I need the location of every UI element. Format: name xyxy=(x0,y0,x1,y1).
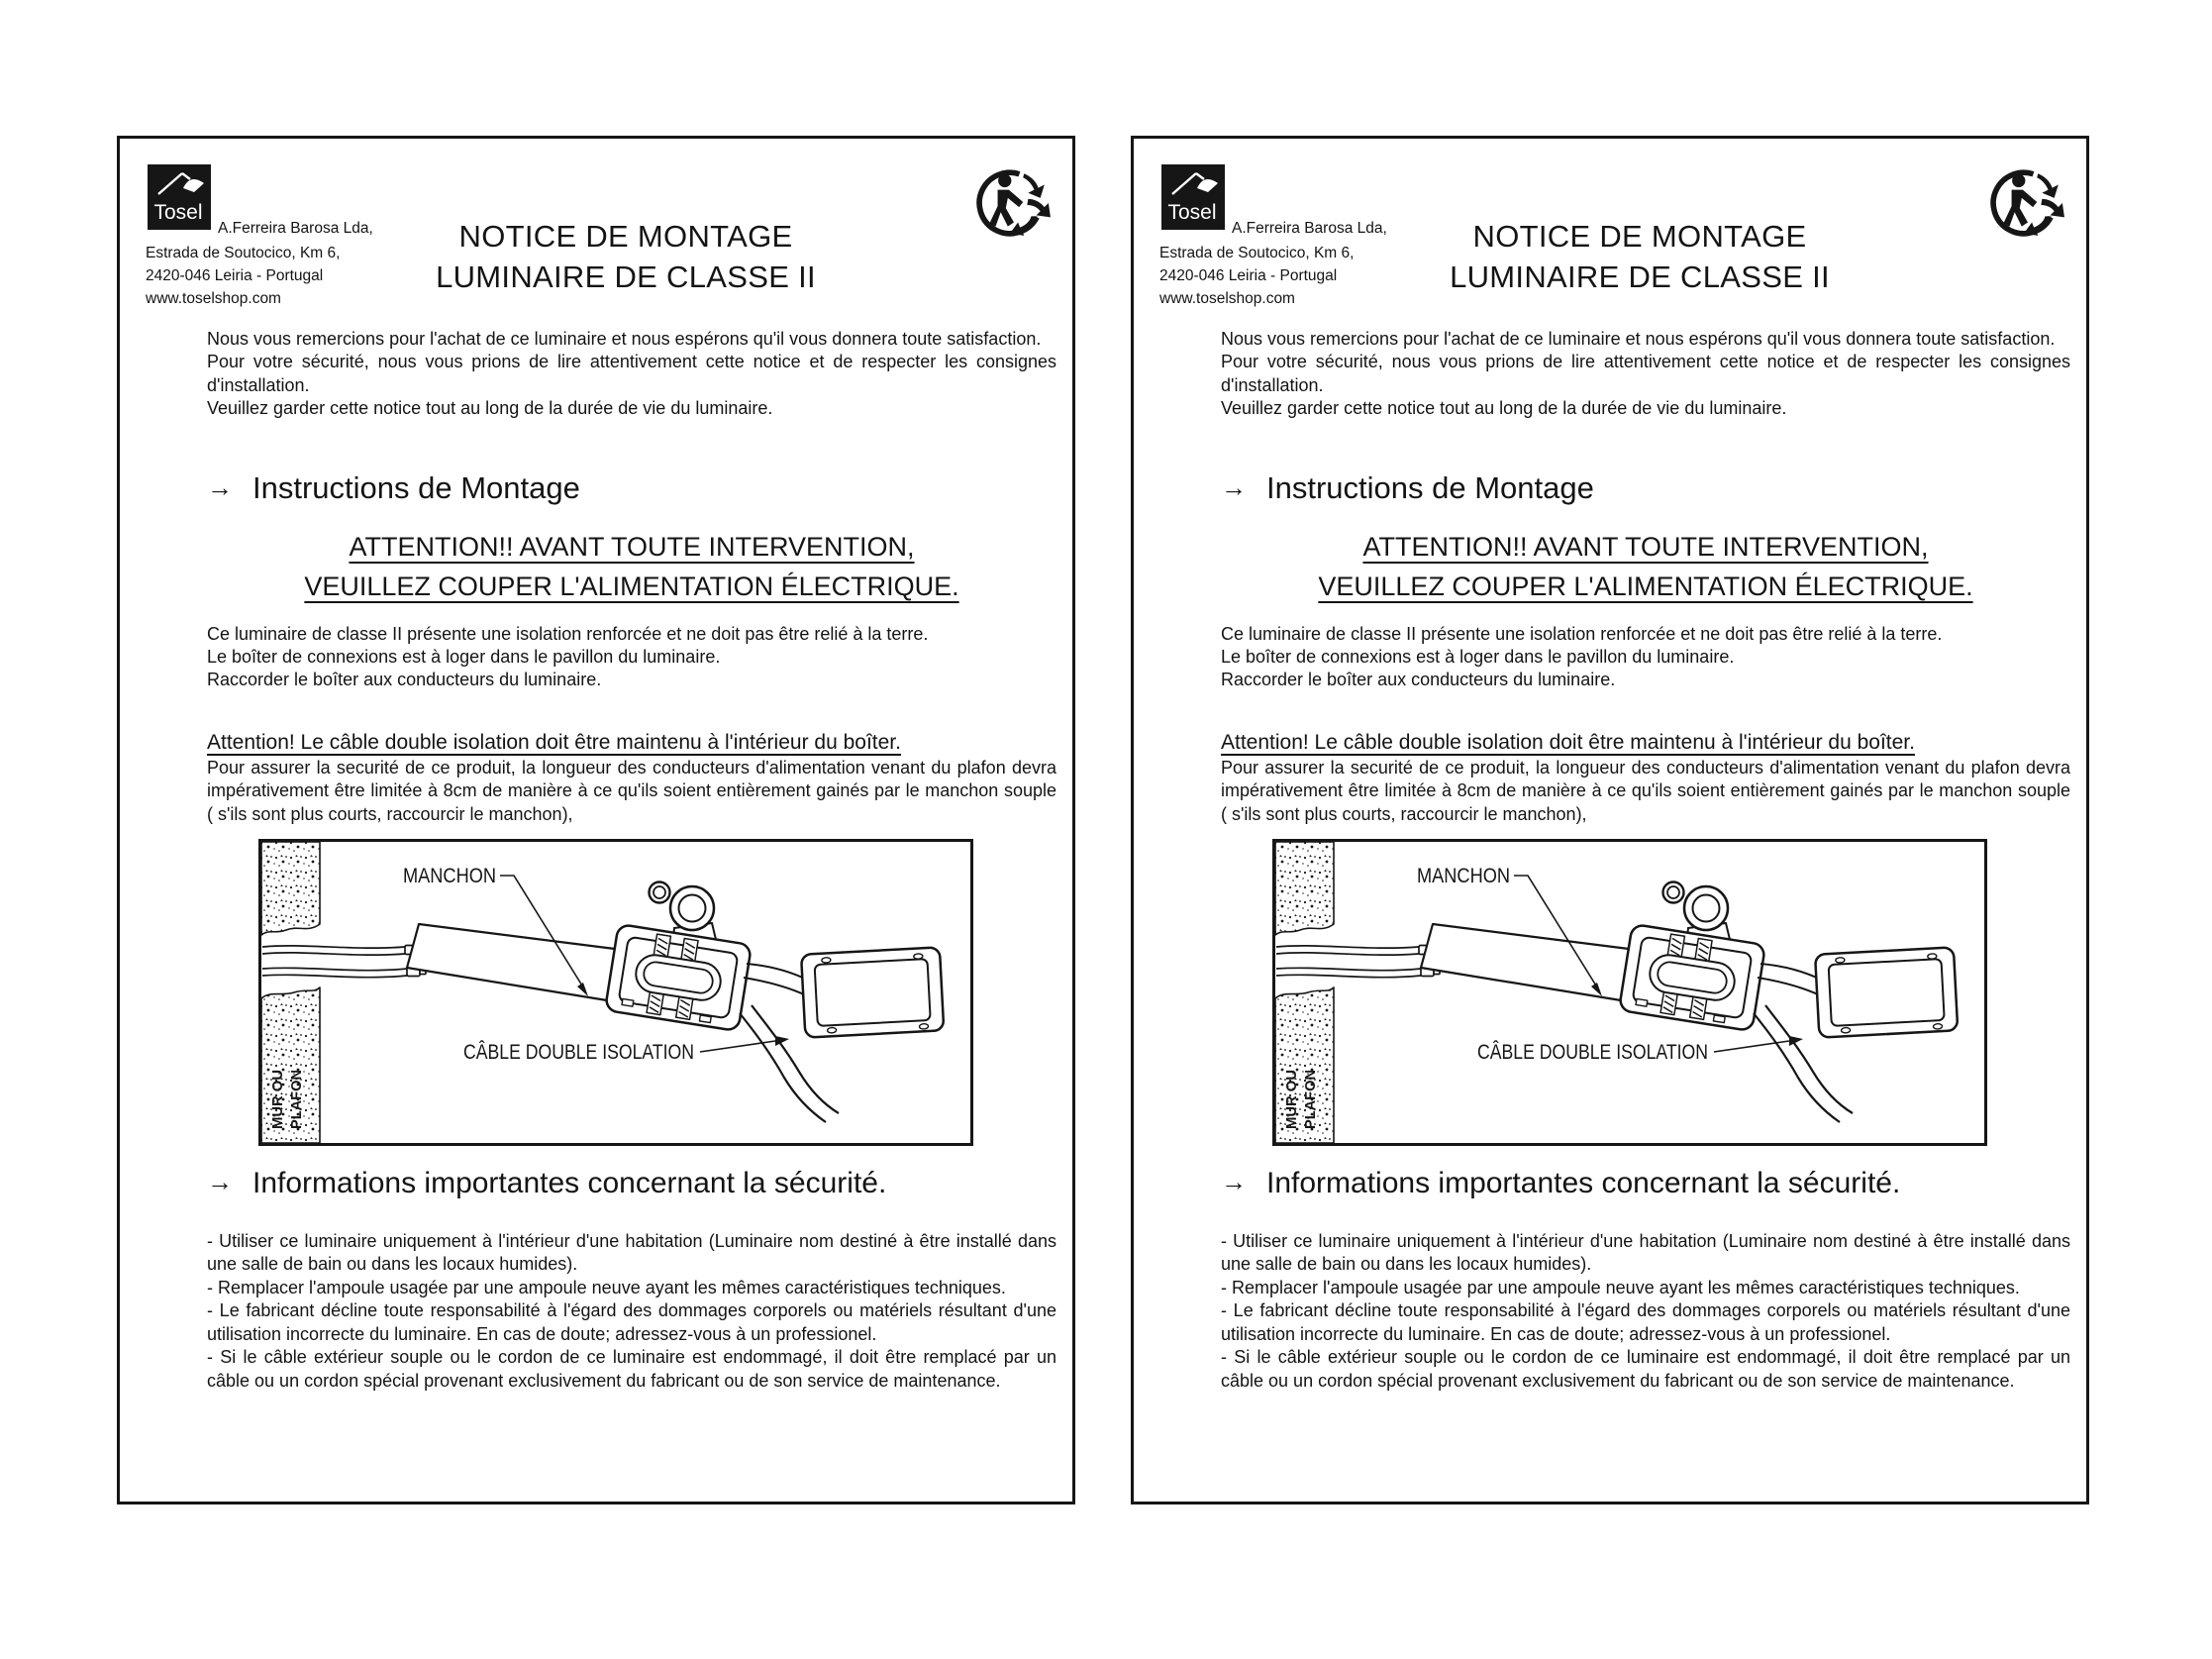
connection-box xyxy=(605,924,752,1031)
conductor-wires xyxy=(744,964,809,995)
section-heading-securite-label: Informations importantes concernant la sécurité. xyxy=(1266,1167,1901,1200)
class2-paragraph xyxy=(207,623,1056,692)
supply-wires xyxy=(1276,946,1440,978)
page-body xyxy=(1221,325,2070,1393)
warning-block xyxy=(1221,527,2070,606)
class2-line3: Raccorder le boîter aux conducteurs du luminaire. xyxy=(1221,670,1616,690)
notice-page xyxy=(120,139,1072,1502)
mounting-plate xyxy=(801,947,944,1037)
arrow-bullet-icon: → xyxy=(207,1167,233,1197)
address-line-2: 2420-046 Leiria - Portugal xyxy=(1159,267,1338,284)
warning-block xyxy=(207,527,1056,606)
company-website: www.toselshop.com xyxy=(1159,290,1295,307)
manchon-label: MANCHON xyxy=(1417,865,1510,888)
company-website: www.toselshop.com xyxy=(146,290,281,307)
safety-item-2: - Remplacer l'ampoule usagée par une ampoule neuve ayant les mêmes caractéristiques techniques. xyxy=(1221,1277,2020,1297)
triman-recycling-icon xyxy=(1989,164,2066,242)
section-heading-securite xyxy=(207,1163,1056,1204)
safety-item-1: - Utiliser ce luminaire uniquement à l'intérieur d'une habitation (Luminaire nom destiné à être installé dans une salle de bain ou dans les locaux humides). xyxy=(207,1231,1056,1275)
intro-p1: Nous vous remercions pour l'achat de ce luminaire et nous espérons qu'il vous donnera toute satisfaction. xyxy=(1221,329,2056,349)
connection-box xyxy=(1619,924,1765,1031)
cable-label: CÂBLE DOUBLE ISOLATION xyxy=(463,1041,694,1065)
intro-paragraphs xyxy=(1221,328,2070,421)
page-title xyxy=(120,216,1072,297)
safety-list xyxy=(1221,1230,2070,1393)
address-line-1: Estrada de Soutocico, Km 6, xyxy=(1159,245,1355,261)
class2-paragraph xyxy=(1221,623,2070,692)
logo-wordmark: Tosel xyxy=(1167,201,1217,224)
arrow-bullet-icon: → xyxy=(1221,471,1247,502)
warning-line1: ATTENTION!! AVANT TOUTE INTERVENTION, xyxy=(1362,531,1929,562)
section-heading-securite xyxy=(1221,1163,2070,1204)
section-heading-montage xyxy=(207,467,1056,510)
section-heading-securite-label: Informations importantes concernant la sécurité. xyxy=(252,1167,887,1200)
page-title-line1: NOTICE DE MONTAGE xyxy=(1472,219,1807,254)
intro-p3: Veuillez garder cette notice tout au long de la durée de vie du luminaire. xyxy=(1221,398,1787,419)
installation-diagram xyxy=(258,839,973,1146)
notice-page-2 xyxy=(1131,136,2089,1504)
address-line-1: Estrada de Soutocico, Km 6, xyxy=(146,245,341,261)
intro-paragraphs xyxy=(207,328,1056,421)
safety-item-3: - Le fabricant décline toute responsabilité à l'égard des dommages corporels ou matériels résultant d'une utilisation incorrecte du luminaire. En cas de doute; adressez-vous à un professionel. xyxy=(1221,1300,2070,1344)
notice-page xyxy=(1134,139,2086,1502)
wall-label-line1: MUR OU xyxy=(269,1069,286,1130)
attention-line: Attention! Le câble double isolation doit être maintenu à l'intérieur du boîter. xyxy=(207,730,901,754)
logo-wordmark: Tosel xyxy=(153,201,203,224)
page-title-line2: LUMINAIRE DE CLASSE II xyxy=(1450,259,1830,294)
cable-label: CÂBLE DOUBLE ISOLATION xyxy=(1477,1041,1708,1065)
manchon-paragraph: Pour assurer la securité de ce produit, la longueur des conducteurs d'alimentation venant du plafon devra impérativement être limitée à 8cm de manière à ce qu'ils soient entièrement gainés par le manchon souple ( s'ils sont plus courts, raccourcir le manchon), xyxy=(207,757,1056,824)
section-heading-montage xyxy=(1221,467,2070,510)
arrow-bullet-icon: → xyxy=(207,471,233,502)
attention-line: Attention! Le câble double isolation doit être maintenu à l'intérieur du boîter. xyxy=(1221,730,1915,754)
class2-line3: Raccorder le boîter aux conducteurs du luminaire. xyxy=(207,670,602,690)
triman-recycling-icon xyxy=(975,164,1053,242)
conductor-wires xyxy=(1758,964,1823,995)
wall-label-line2: PLAFON xyxy=(1302,1068,1319,1130)
manchon-paragraph: Pour assurer la securité de ce produit, la longueur des conducteurs d'alimentation venant du plafon devra impérativement être limitée à 8cm de manière à ce qu'ils soient entièrement gainés par le manchon souple ( s'ils sont plus courts, raccourcir le manchon), xyxy=(1221,757,2070,824)
class2-line2: Le boîter de connexions est à loger dans le pavillon du luminaire. xyxy=(207,647,721,668)
warning-line1: ATTENTION!! AVANT TOUTE INTERVENTION, xyxy=(349,531,915,562)
safety-item-1: - Utiliser ce luminaire uniquement à l'intérieur d'une habitation (Luminaire nom destiné à être installé dans une salle de bain ou dans les locaux humides). xyxy=(1221,1231,2070,1275)
intro-p1: Nous vous remercions pour l'achat de ce luminaire et nous espérons qu'il vous donnera toute satisfaction. xyxy=(207,329,1042,349)
mounting-plate xyxy=(1815,947,1958,1037)
page-title xyxy=(1134,216,2086,297)
wall-label-line1: MUR OU xyxy=(1283,1069,1300,1130)
page-title-line2: LUMINAIRE DE CLASSE II xyxy=(436,259,816,294)
class2-line2: Le boîter de connexions est à loger dans le pavillon du luminaire. xyxy=(1221,647,1735,668)
wall-label-line2: PLAFON xyxy=(288,1068,305,1130)
safety-item-4: - Si le câble extérieur souple ou le cordon de ce luminaire est endommagé, il doit être remplacé par un câble ou un cordon spécial provenant exclusivement du fabricant ou de son service de maintenance. xyxy=(1221,1347,2070,1391)
safety-item-4: - Si le câble extérieur souple ou le cordon de ce luminaire est endommagé, il doit être remplacé par un câble ou un cordon spécial provenant exclusivement du fabricant ou de son service de maintenance. xyxy=(207,1347,1056,1391)
supply-wires xyxy=(262,946,426,978)
installation-diagram xyxy=(1272,839,1987,1146)
safety-item-3: - Le fabricant décline toute responsabilité à l'égard des dommages corporels ou matériels résultant d'une utilisation incorrecte du luminaire. En cas de doute; adressez-vous à un professionel. xyxy=(207,1300,1056,1344)
class2-line1: Ce luminaire de classe II présente une isolation renforcée et ne doit pas être relié à la terre. xyxy=(207,623,929,644)
intro-p3: Veuillez garder cette notice tout au long de la durée de vie du luminaire. xyxy=(207,398,773,419)
section-heading-montage-label: Instructions de Montage xyxy=(1266,469,1594,505)
company-name: A.Ferreira Barosa Lda, xyxy=(1232,220,1387,237)
warning-line2: VEUILLEZ COUPER L'ALIMENTATION ÉLECTRIQUE. xyxy=(1318,570,1973,601)
intro-p2: Pour votre sécurité, nous vous prions de lire attentivement cette notice et de respecter les consignes d'installation. xyxy=(1221,352,2070,395)
safety-list xyxy=(207,1230,1056,1393)
section-heading-montage-label: Instructions de Montage xyxy=(252,469,580,505)
arrow-bullet-icon: → xyxy=(1221,1167,1247,1197)
notice-page-1 xyxy=(117,136,1075,1504)
company-name: A.Ferreira Barosa Lda, xyxy=(218,220,373,237)
page-title-line1: NOTICE DE MONTAGE xyxy=(458,219,793,254)
address-line-2: 2420-046 Leiria - Portugal xyxy=(146,267,324,284)
safety-item-2: - Remplacer l'ampoule usagée par une ampoule neuve ayant les mêmes caractéristiques techniques. xyxy=(207,1277,1006,1297)
warning-line2: VEUILLEZ COUPER L'ALIMENTATION ÉLECTRIQUE. xyxy=(304,570,959,601)
class2-line1: Ce luminaire de classe II présente une isolation renforcée et ne doit pas être relié à la terre. xyxy=(1221,623,1943,644)
manchon-label: MANCHON xyxy=(403,865,496,888)
intro-p2: Pour votre sécurité, nous vous prions de lire attentivement cette notice et de respecter les consignes d'installation. xyxy=(207,352,1056,395)
page-body xyxy=(207,325,1056,1393)
